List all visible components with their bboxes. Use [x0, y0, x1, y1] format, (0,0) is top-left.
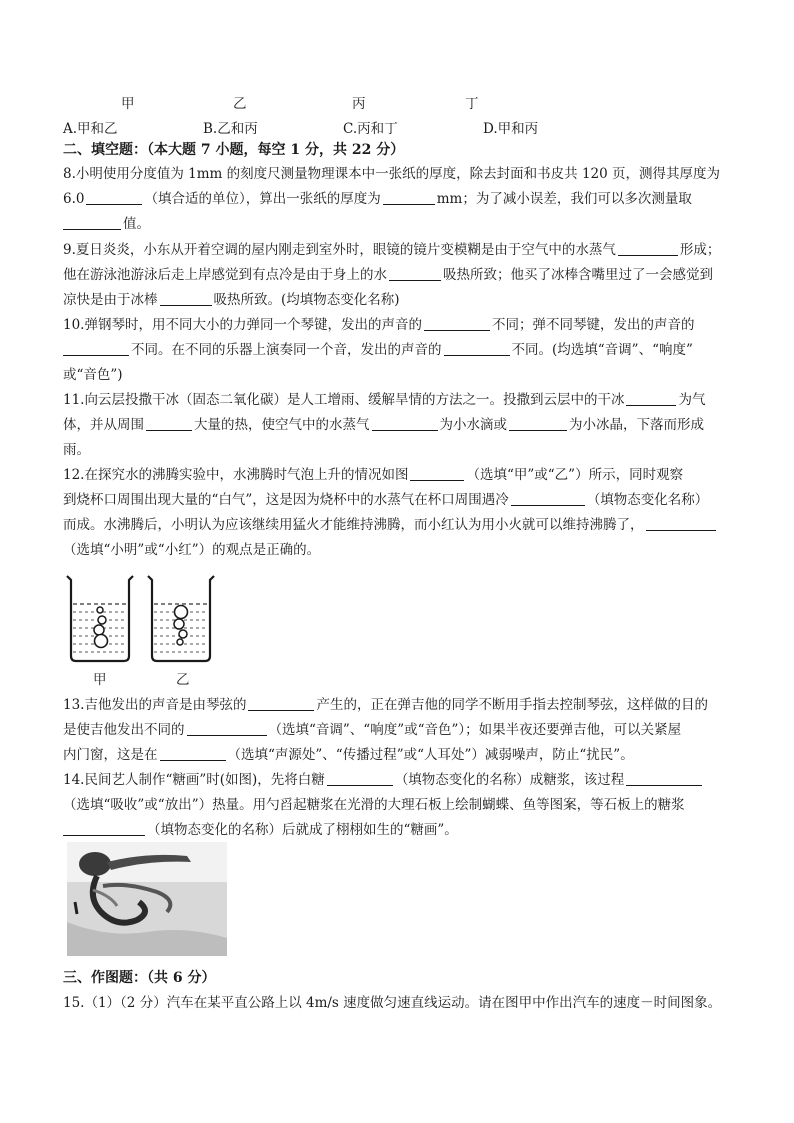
- q13-text-c: 是使吉他发出不同的: [63, 722, 185, 738]
- q10-line3: 或“音色”): [63, 367, 123, 383]
- q11-blank-4[interactable]: [509, 416, 567, 431]
- q13-blank-1[interactable]: [248, 696, 314, 711]
- q9-text-b: 形成；: [679, 242, 721, 258]
- q12-blank-1[interactable]: [410, 466, 464, 481]
- q11-text-e: 为小水滴或: [439, 417, 507, 433]
- q8-text-d: 值。: [123, 216, 150, 232]
- q10-blank-3[interactable]: [444, 341, 510, 356]
- q14-blank-2[interactable]: [626, 771, 702, 786]
- q14-text-a: 14.民间艺人制作“糖画”时(如图)，先将白糖: [63, 772, 325, 788]
- q11-line2: [63, 415, 704, 437]
- q8-line1: 8.小明使用分度值为 1mm 的刻度尺测量物理课本中一张纸的厚度，除去封面和书皮共 120 页，测得其厚度为: [63, 166, 721, 182]
- q9-text-d: 吸热所致；他买了冰棒含嘴里过了一会感觉到: [443, 267, 713, 283]
- q11-blank-2[interactable]: [146, 416, 192, 431]
- q14-line2: （选填“吸收”或“放出”）热量。用勺舀起糖浆在光滑的大理石板上绘制蝴蝶、鱼等图案，等石板上的糖浆: [63, 797, 685, 813]
- beaker-label-jia: 甲: [93, 672, 107, 688]
- q13-text-a: 13.吉他发出的声音是由琴弦的: [63, 697, 247, 713]
- q14-blank-3[interactable]: [63, 821, 145, 836]
- section3-title: 三、作图题：（共 6 分）: [63, 970, 216, 986]
- section2-title: 二、填空题：（本大题 7 小题，每空 1 分，共 22 分）: [63, 142, 405, 158]
- q13-line2: [63, 720, 681, 742]
- q15-line1: 15.（1）（2 分）汽车在某平直公路上以 4m/s 速度做匀速直线运动。请在图甲中作出汽车的速度－时间图象。: [63, 995, 722, 1011]
- q11-blank-3[interactable]: [372, 416, 438, 431]
- q8-line3: [63, 214, 150, 236]
- q9-blank-3[interactable]: [160, 291, 212, 306]
- q11-line1: [63, 390, 705, 412]
- q10-text-d: 不同。(均选填“音调”、“响度”: [511, 342, 693, 358]
- q8-text-a: 6.0: [63, 191, 85, 207]
- q9-text-c: 他在游泳池游泳后走上岸感觉到有点冷是由于身上的水: [63, 267, 387, 283]
- q12-line4: （选填“小明”或“小红”）的观点是正确的。: [63, 542, 321, 558]
- option-b: B.乙和丙: [203, 121, 258, 137]
- option-c: C.丙和丁: [343, 121, 398, 137]
- q11-text-c: 体，并从周围: [63, 417, 144, 433]
- q9-text-f: 吸热所致。(均填物态变化名称): [213, 292, 400, 308]
- option-a: A.甲和乙: [63, 121, 118, 137]
- q10-line1: [63, 315, 694, 337]
- beaker-yi: [148, 576, 214, 661]
- q12-blank-3[interactable]: [646, 516, 716, 531]
- q9-line2: [63, 265, 713, 287]
- q10-text-c: 不同。在不同的乐器上演奏同一个音，发出的声音的: [131, 342, 442, 358]
- beaker-jia: [67, 576, 133, 661]
- q12-text-a: 12.在探究水的沸腾实验中，水沸腾时气泡上升的情况如图: [63, 467, 409, 483]
- q10-text-b: 不同；弹不同琴键，发出的声音的: [491, 317, 695, 333]
- q9-line1: [63, 240, 720, 262]
- q14-blank-1[interactable]: [327, 771, 393, 786]
- q8-text-c: mm；为了减小误差，我们可以多次测量取: [436, 191, 692, 207]
- q12-text-e: 而成。水沸腾后，小明认为应该继续用猛火才能维持沸腾，而小红认为用小火就可以维持沸腾了，: [63, 517, 644, 533]
- q10-blank-1[interactable]: [424, 316, 490, 331]
- q12-blank-2[interactable]: [511, 491, 585, 506]
- q13-text-b: 产生的，正在弹吉他的同学不断用手指去控制琴弦，这样做的目的: [316, 697, 708, 713]
- q8-text-b: （填合适的单位），算出一张纸的厚度为: [144, 191, 381, 207]
- q13-text-e: 内门窗，这是在: [63, 747, 158, 763]
- beaker-label-yi: 乙: [176, 672, 190, 688]
- q12-line3: [63, 515, 718, 537]
- q9-blank-2[interactable]: [389, 266, 441, 281]
- q12-line1: [63, 465, 683, 487]
- q13-blank-2[interactable]: [187, 721, 267, 736]
- q14-line3: [63, 820, 458, 842]
- figure-label-bing: 丙: [352, 96, 366, 112]
- q9-blank-1[interactable]: [618, 241, 678, 256]
- q13-line1: [63, 695, 708, 717]
- q12-text-b: （选填“甲”或“乙”）所示，同时观察: [466, 467, 684, 483]
- q11-text-a: 11.向云层投撒干冰（固态二氧化碳）是人工增雨、缓解旱情的方法之一。投撒到云层中的干冰: [63, 392, 625, 408]
- q13-text-f: （选填“声源处”、“传播过程”或“人耳处”）减弱噪声，防止“扰民”。: [227, 747, 634, 763]
- q14-text-c: （填物态变化的名称）后就成了栩栩如生的“糖画”。: [147, 822, 458, 838]
- q14-line1: [63, 770, 704, 792]
- q13-text-d: （选填“音调”、“响度”或“音色”）；如果半夜还要弹吉他，可以关紧屋: [268, 722, 682, 738]
- q13-blank-3[interactable]: [160, 746, 226, 761]
- q8-blank-2[interactable]: [383, 190, 435, 205]
- q8-line2: [63, 189, 692, 211]
- q11-line3: 雨。: [63, 442, 90, 458]
- q11-blank-1[interactable]: [626, 391, 676, 406]
- q11-text-f: 为小冰晶，下落而形成: [569, 417, 704, 433]
- q10-blank-2[interactable]: [63, 341, 129, 356]
- q10-line2: [63, 340, 693, 362]
- sugar-painting-photo: [67, 842, 227, 956]
- option-d: D.甲和丙: [483, 121, 539, 137]
- q11-text-b: 为气: [678, 392, 706, 408]
- q13-line3: [63, 745, 634, 767]
- q9-text-e: 凉快是由于冰棒: [63, 292, 158, 308]
- q11-text-d: 大量的热，使空气中的水蒸气: [194, 417, 370, 433]
- q8-blank-3[interactable]: [63, 215, 121, 230]
- q9-text-a: 9.夏日炎炎，小东从开着空调的屋内刚走到室外时，眼镜的镜片变模糊是由于空气中的水蒸气: [63, 242, 616, 258]
- figure-label-jia: 甲: [121, 96, 135, 112]
- q10-text-a: 10.弹钢琴时，用不同大小的力弹同一个琴键，发出的声音的: [63, 317, 422, 333]
- q12-text-d: （填物态变化名称）: [586, 492, 709, 508]
- q14-text-b: （填物态变化的名称）成糖浆，该过程: [394, 772, 625, 788]
- q12-line2: [63, 490, 708, 512]
- boiling-beakers-figure: [62, 568, 222, 668]
- q9-line3: [63, 290, 400, 312]
- q8-blank-1[interactable]: [86, 190, 142, 205]
- figure-label-ding: 丁: [465, 96, 479, 112]
- q12-text-c: 到烧杯口周围出现大量的“白气”，这是因为烧杯中的水蒸气在杯口周围遇冷: [63, 492, 509, 508]
- figure-label-yi: 乙: [233, 96, 247, 112]
